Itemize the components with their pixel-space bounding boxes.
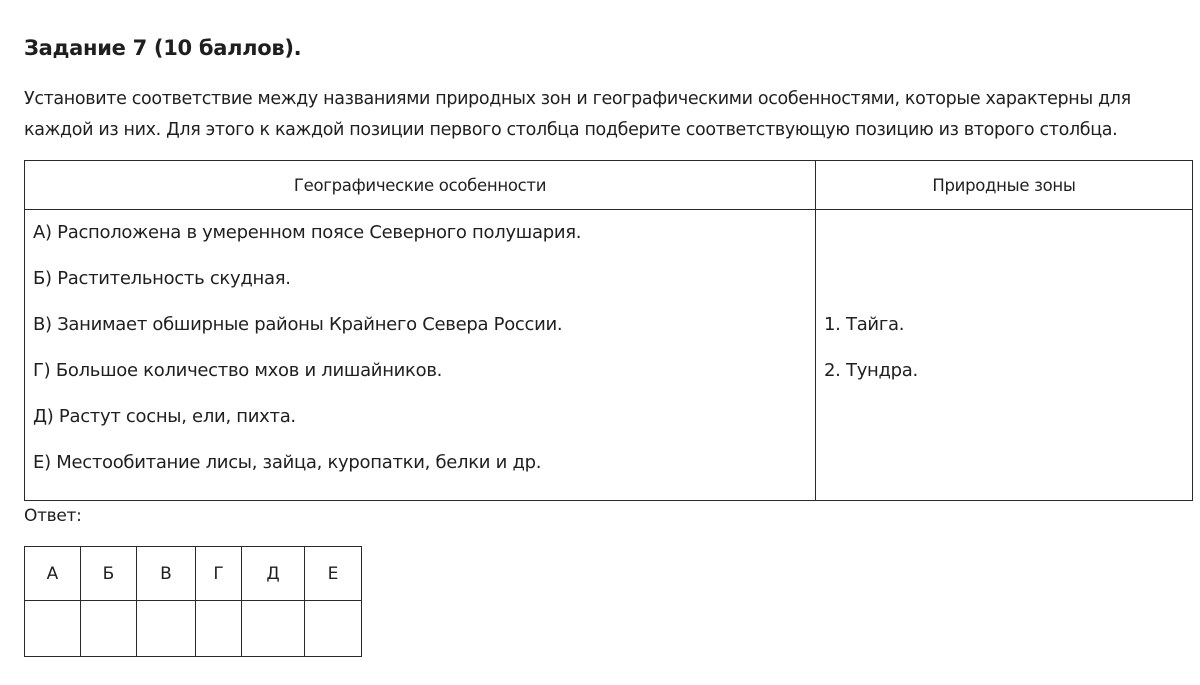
- matching-table-body: [25, 210, 1193, 501]
- zones-cell: [816, 210, 1193, 501]
- answer-letter-e: Е: [305, 547, 362, 601]
- feature-item-g: Г) Большое количество мхов и лишайников.: [33, 360, 443, 381]
- answer-cell-e[interactable]: [305, 601, 362, 657]
- matching-table-header: [25, 161, 1193, 210]
- zone-item-1: 1. Тайга.: [824, 314, 905, 335]
- answer-cell-d[interactable]: [242, 601, 305, 657]
- header-features: Географические особенности: [25, 161, 816, 210]
- feature-item-a: А) Расположена в умеренном поясе Северного полушария.: [33, 222, 582, 243]
- answer-letter-d: Д: [242, 547, 305, 601]
- feature-item-b: Б) Растительность скудная.: [33, 268, 291, 289]
- answer-table: [24, 546, 362, 657]
- features-cell: [25, 210, 816, 501]
- feature-item-e: Е) Местообитание лисы, зайца, куропатки, белки и др.: [33, 452, 542, 473]
- answer-letter-v: В: [137, 547, 196, 601]
- answer-letter-a: А: [25, 547, 81, 601]
- header-zones: Природные зоны: [816, 161, 1193, 210]
- task-instruction: Установите соответствие между названиями природных зон и географическими особенностями, которые характерны для каждой из них. Для этого к каждой позиции первого столбца подберите соответствующую позицию из второго столбца.: [24, 89, 1131, 140]
- answer-letter-b: Б: [81, 547, 137, 601]
- answer-letters-row: [25, 547, 362, 601]
- answer-label: Ответ:: [24, 506, 82, 526]
- answer-cell-g[interactable]: [196, 601, 242, 657]
- feature-item-d: Д) Растут сосны, ели, пихта.: [33, 406, 296, 427]
- answer-cell-v[interactable]: [137, 601, 196, 657]
- feature-item-v: В) Занимает обширные районы Крайнего Севера России.: [33, 314, 563, 335]
- matching-table: [24, 160, 1193, 501]
- answer-letter-g: Г: [196, 547, 242, 601]
- answer-cell-a[interactable]: [25, 601, 81, 657]
- zone-item-2: 2. Тундра.: [824, 360, 918, 381]
- answer-cell-b[interactable]: [81, 601, 137, 657]
- task-title: Задание 7 (10 баллов).: [24, 36, 302, 60]
- answer-values-row: [25, 601, 362, 657]
